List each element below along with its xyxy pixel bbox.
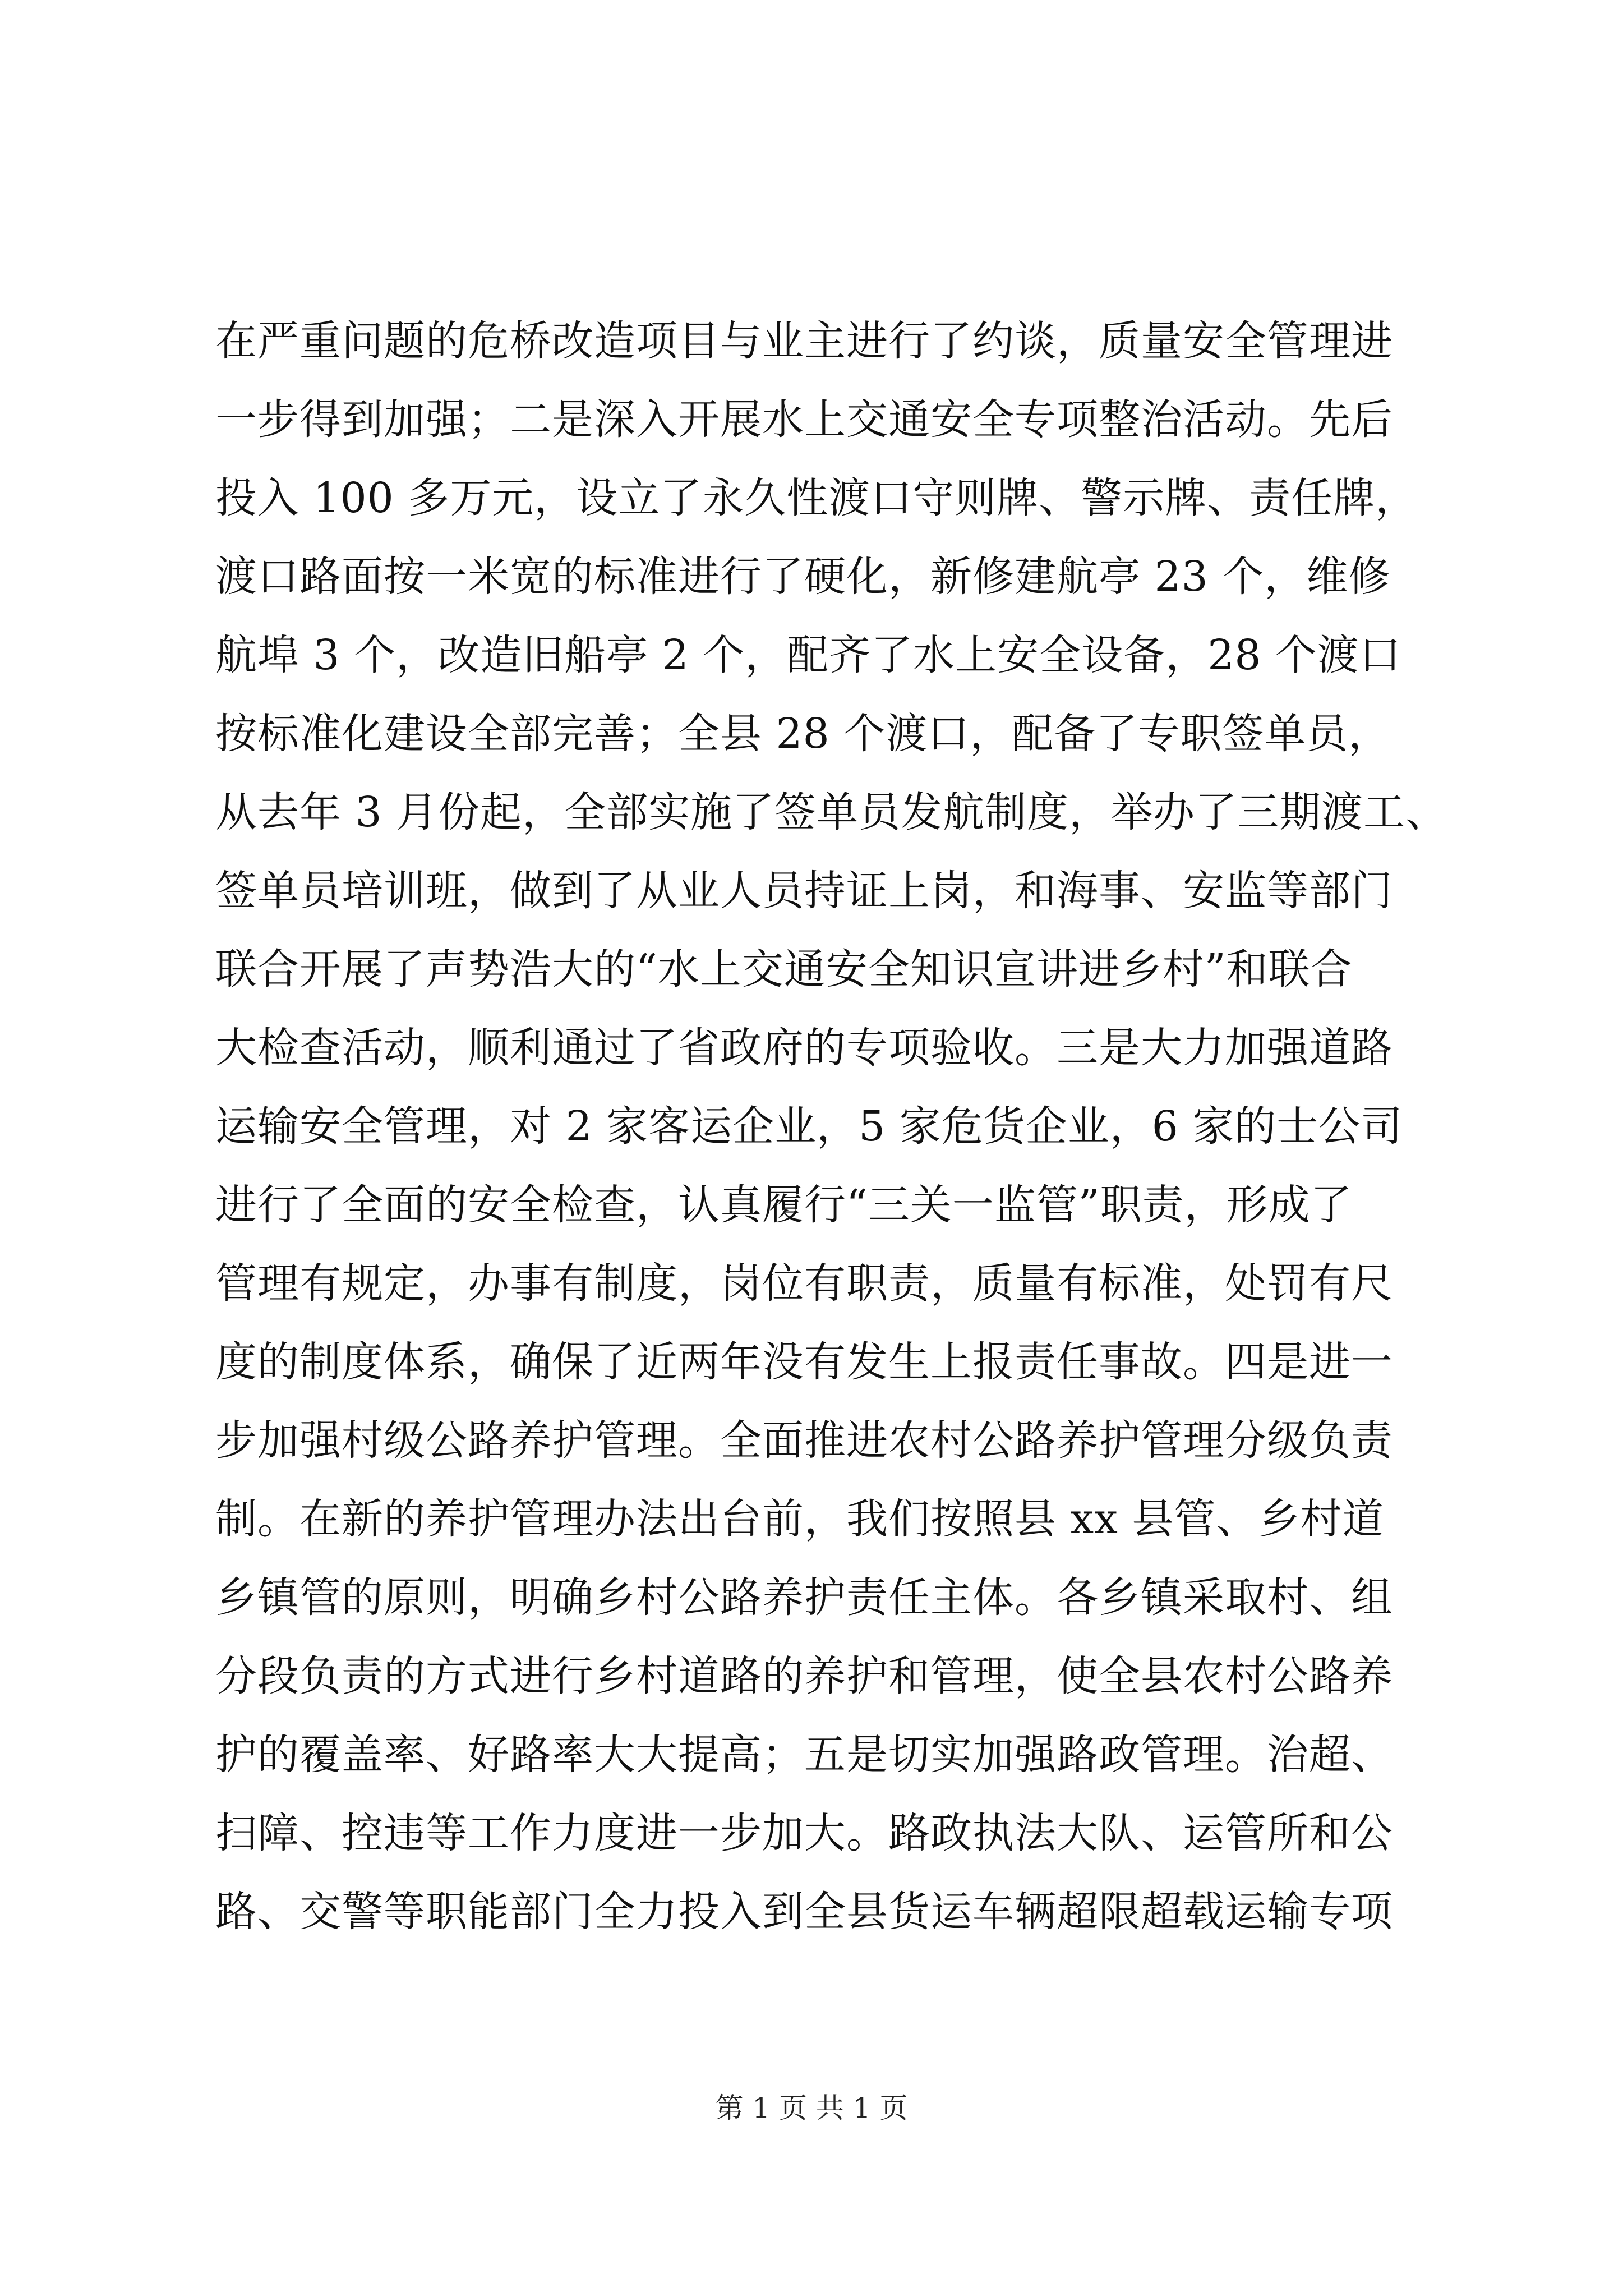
text-line: 护的覆盖率、好路率大大提高；五是切实加强路政管理。治超、 xyxy=(215,1731,1393,1779)
text-line: 按标准化建设全部完善；全县 28 个渡口，配备了专职签单员， xyxy=(215,710,1391,758)
text-line: 分段负责的方式进行乡村道路的养护和管理，使全县农村公路养 xyxy=(215,1652,1393,1700)
text-line: 渡口路面按一米宽的标准进行了硬化，新修建航亭 23 个，维修 xyxy=(215,553,1391,601)
text-line: 从去年 3 月份起，全部实施了签单员发航制度，举办了三期渡工、 xyxy=(215,788,1448,836)
text-line: 路、交警等职能部门全力投入到全县货运车辆超限超载运输专项 xyxy=(215,1888,1393,1936)
text-line: 联合开展了声势浩大的“水上交通安全知识宣讲进乡村”和联合 xyxy=(215,945,1353,993)
text-line: 大检查活动，顺利通过了省政府的专项验收。三是大力加强道路 xyxy=(215,1024,1393,1072)
text-line: 投入 100 多万元，设立了永久性渡口守则牌、警示牌、责任牌， xyxy=(215,474,1418,522)
text-line: 扫障、控违等工作力度进一步加大。路政执法大队、运管所和公 xyxy=(215,1809,1393,1857)
text-line: 在严重问题的危桥改造项目与业主进行了约谈，质量安全管理进 xyxy=(215,317,1393,365)
text-line: 进行了全面的安全检查，认真履行“三关一监管”职责，形成了 xyxy=(215,1181,1353,1229)
text-line: 步加强村级公路养护管理。全面推进农村公路养护管理分级负责 xyxy=(215,1416,1393,1465)
text-line: 航埠 3 个，改造旧船亭 2 个，配齐了水上安全设备，28 个渡口 xyxy=(215,631,1401,679)
text-line: 签单员培训班，做到了从业人员持证上岗，和海事、安监等部门 xyxy=(215,867,1393,915)
text-line: 管理有规定，办事有制度，岗位有职责，质量有标准，处罚有尺 xyxy=(215,1259,1393,1308)
text-line: 乡镇管的原则，明确乡村公路养护责任主体。各乡镇采取村、组 xyxy=(215,1573,1393,1622)
text-line: 运输安全管理，对 2 家客运企业，5 家危货企业，6 家的士公司 xyxy=(215,1102,1403,1151)
text-line: 制。在新的养护管理办法出台前，我们按照县 xx 县管、乡村道 xyxy=(215,1495,1385,1543)
text-line: 度的制度体系，确保了近两年没有发生上报责任事故。四是进一 xyxy=(215,1338,1393,1386)
text-line: 一步得到加强；二是深入开展水上交通安全专项整治活动。先后 xyxy=(215,395,1393,444)
body-text xyxy=(215,302,1449,1951)
page-footer: 第 1 页 共 1 页 xyxy=(715,2092,908,2124)
